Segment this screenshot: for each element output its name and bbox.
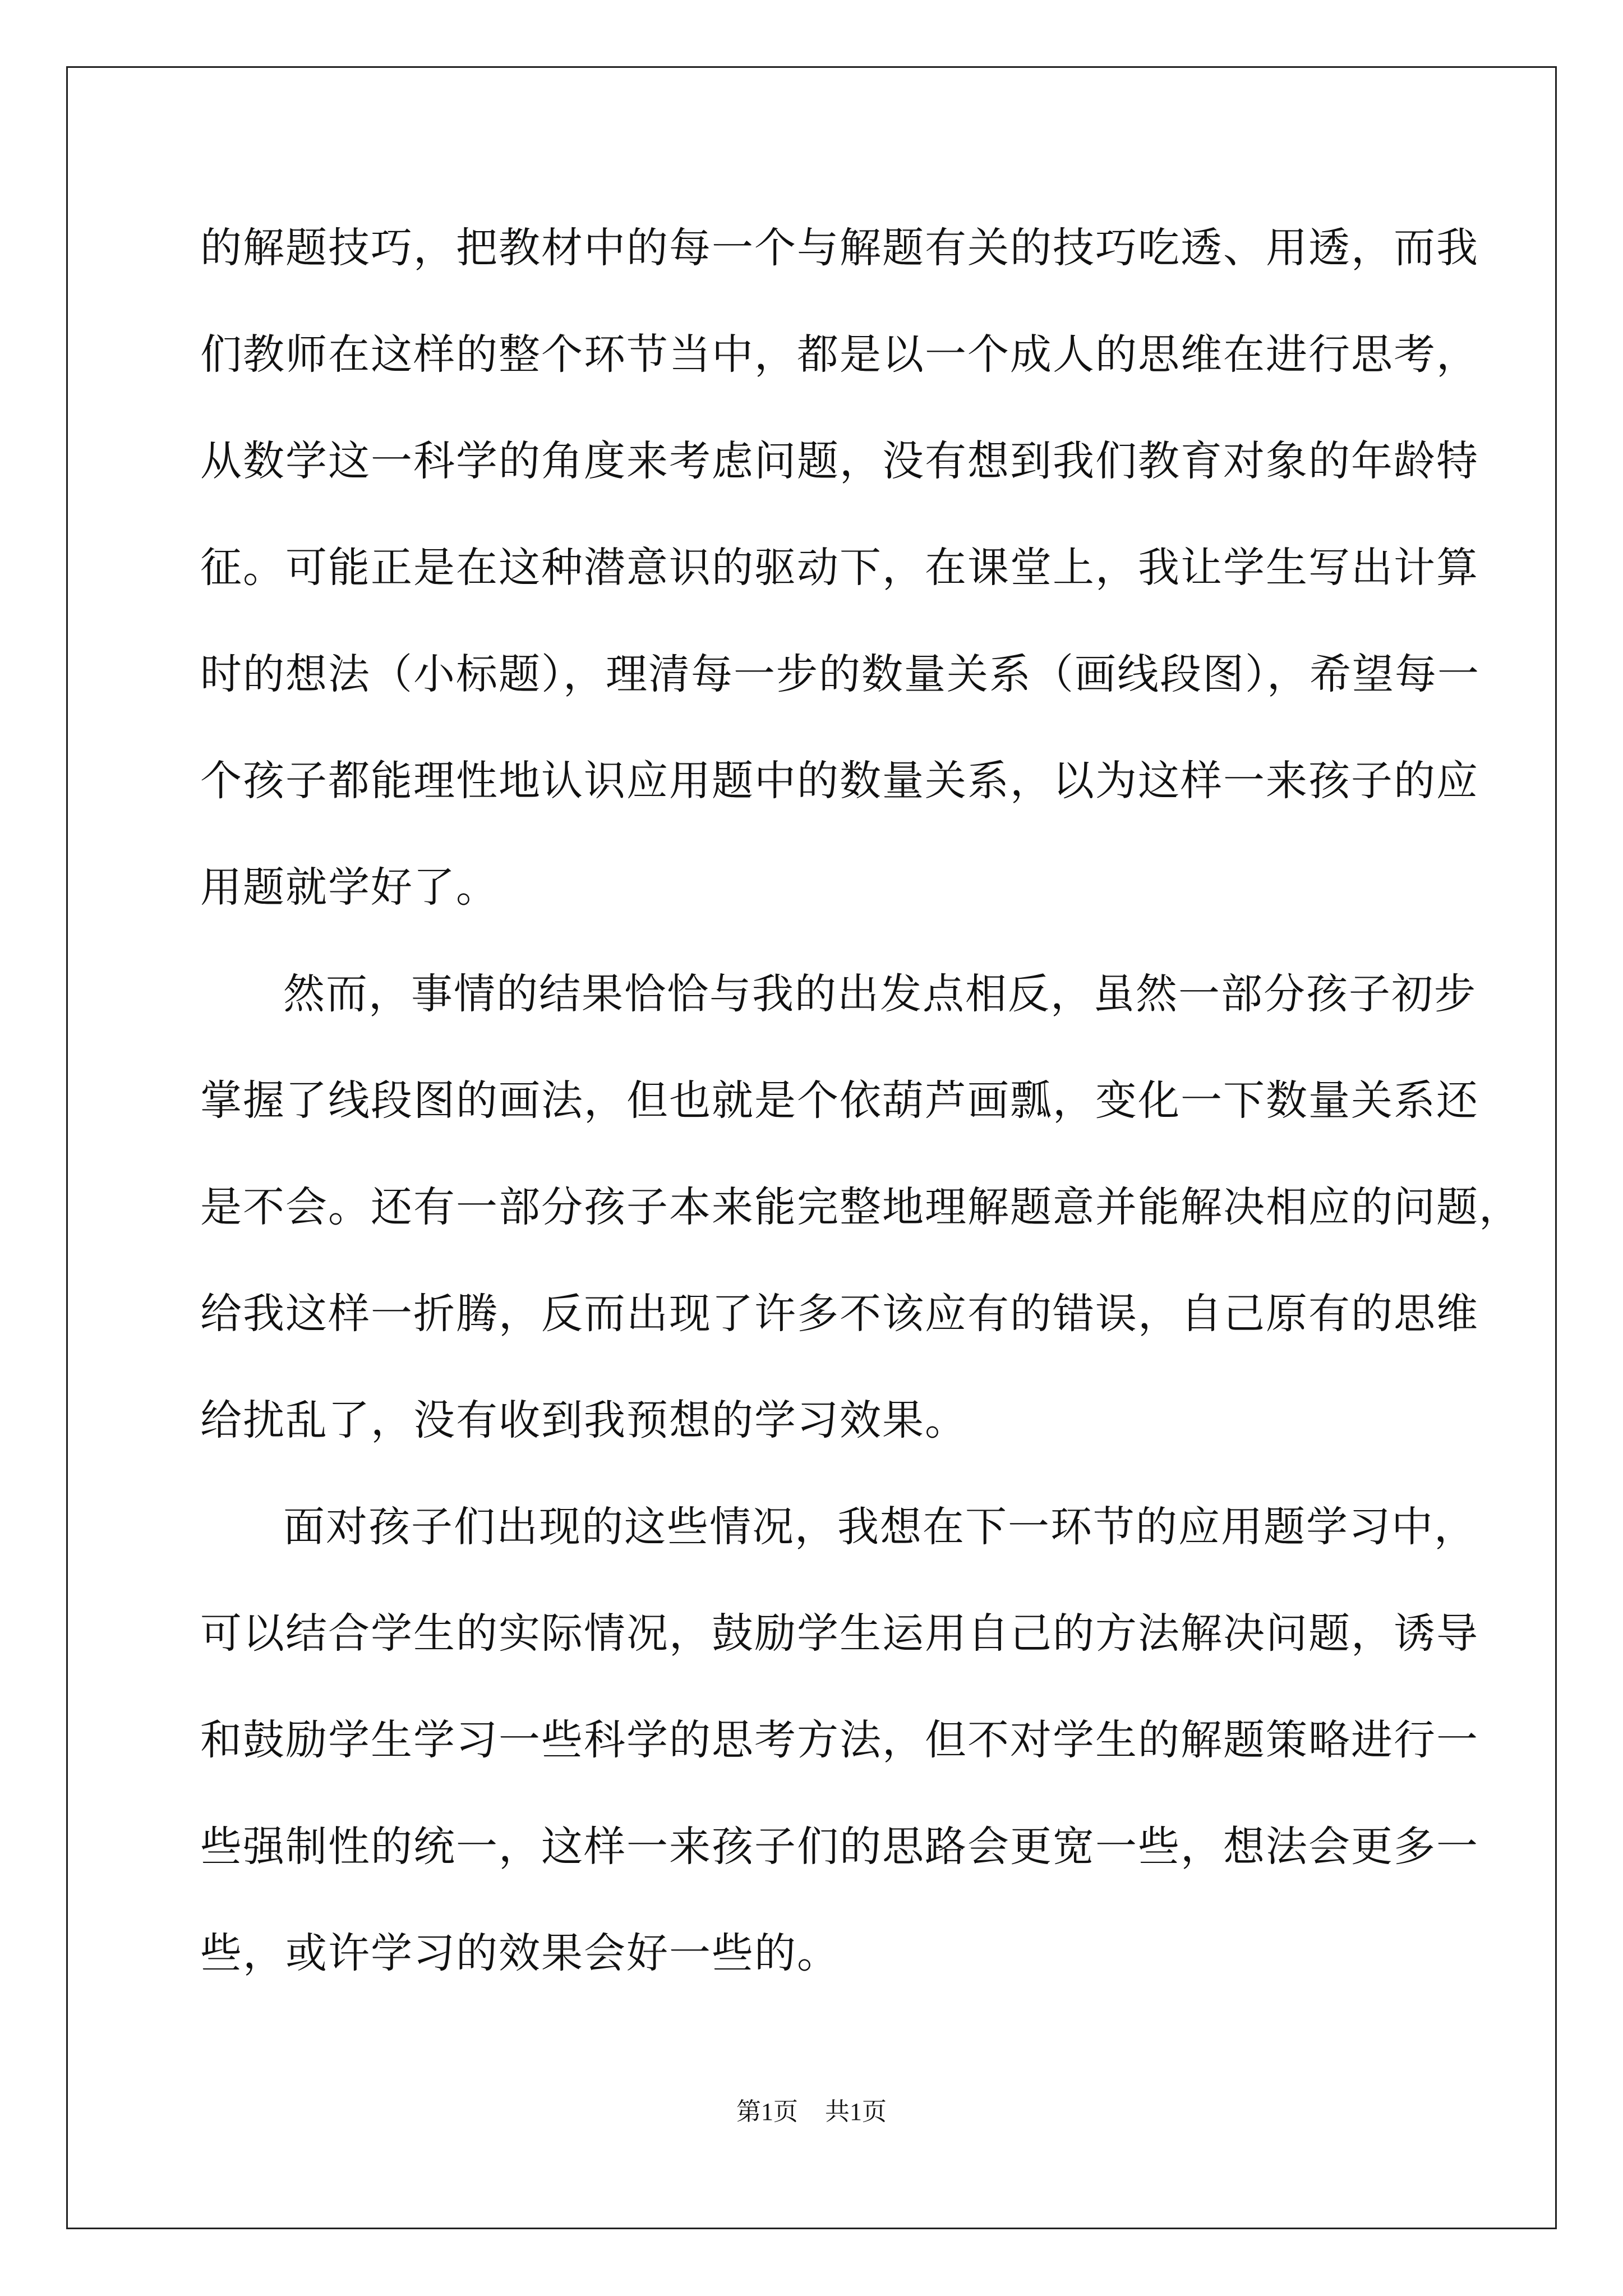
page-total: 共1页 xyxy=(825,2098,887,2125)
paragraph-3-line-4: 些强制性的统一，这样一来孩子们的思路会更宽一些，想法会更多一 xyxy=(200,1823,1479,1871)
paragraph-1-line-5: 时的想法（小标题），理清每一步的数量关系（画线段图），希望每一 xyxy=(200,650,1480,698)
page-number: 第1页 xyxy=(736,2098,798,2125)
paragraph-3-line-1: 面对孩子们出现的这些情况，我想在下一环节的应用题学习中， xyxy=(283,1503,1477,1551)
paragraph-1-line-3: 从数学这一科学的角度来考虑问题，没有想到我们教育对象的年龄特 xyxy=(200,437,1479,485)
paragraph-2-line-5: 给扰乱了，没有收到我预想的学习效果。 xyxy=(200,1396,967,1444)
paragraph-2-line-1: 然而，事情的结果恰恰与我的出发点相反，虽然一部分孩子初步 xyxy=(283,970,1477,1018)
paragraph-1-line-4: 征。可能正是在这种潜意识的驱动下，在课堂上，我让学生写出计算 xyxy=(200,544,1479,592)
paragraph-3-line-3: 和鼓励学生学习一些科学的思考方法，但不对学生的解题策略进行一 xyxy=(200,1716,1479,1764)
page-footer xyxy=(0,2095,1623,2129)
paragraph-2-line-4: 给我这样一折腾，反而出现了许多不该应有的错误，自己原有的思维 xyxy=(200,1290,1479,1338)
paragraph-1-line-6: 个孩子都能理性地认识应用题中的数量关系，以为这样一来孩子的应 xyxy=(200,757,1479,805)
paragraph-2-line-2: 掌握了线段图的画法，但也就是个依葫芦画瓢，变化一下数量关系还 xyxy=(200,1076,1479,1125)
paragraph-3-line-5: 些，或许学习的效果会好一些的。 xyxy=(200,1929,840,1977)
paragraph-2-line-3: 是不会。还有一部分孩子本来能完整地理解题意并能解决相应的问题， xyxy=(200,1183,1521,1231)
paragraph-1-line-1: 的解题技巧，把教材中的每一个与解题有关的技巧吃透、用透，而我 xyxy=(200,224,1479,272)
paragraph-3-line-2: 可以结合学生的实际情况，鼓励学生运用自己的方法解决问题，诱导 xyxy=(200,1609,1479,1658)
paragraph-1-line-7: 用题就学好了。 xyxy=(200,863,499,912)
page-border xyxy=(66,66,1557,2229)
paragraph-1-line-2: 们教师在这样的整个环节当中，都是以一个成人的思维在进行思考， xyxy=(200,330,1479,379)
